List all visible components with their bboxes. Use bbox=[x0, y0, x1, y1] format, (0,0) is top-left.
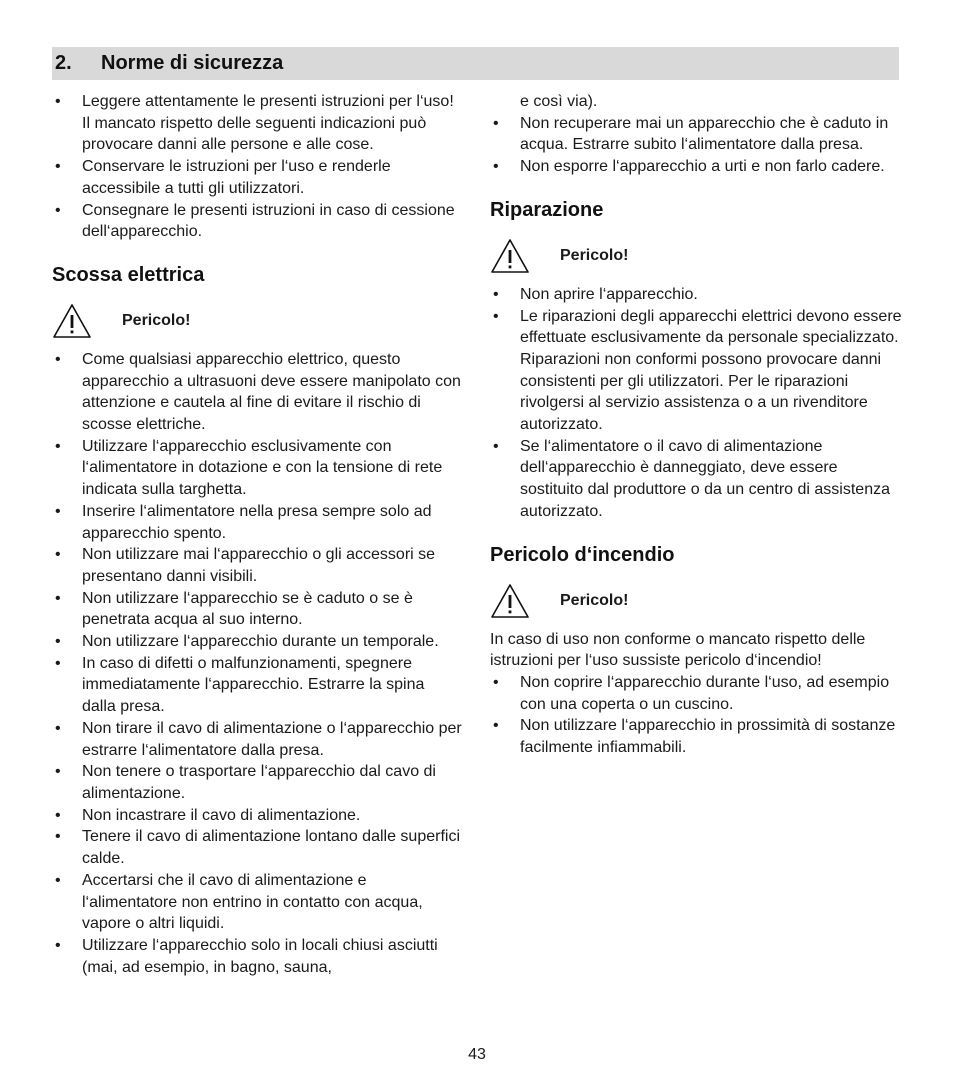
warning-label: Pericolo! bbox=[560, 591, 629, 609]
list-item: • Non utilizzare l‘apparecchio in prossimità di sostanze facilmente infiammabili. bbox=[490, 715, 905, 758]
shock-list bbox=[52, 349, 462, 978]
list-item: • Accertarsi che il cavo di alimentazione e l‘alimentatore non entrino in contatto con acqua, vapore o altri liquidi. bbox=[52, 870, 462, 935]
fire-intro: In caso di uso non conforme o mancato rispetto delle istruzioni per l‘uso sussiste pericolo d‘incendio! bbox=[490, 630, 866, 670]
list-item: • Non tirare il cavo di alimentazione o l‘apparecchio per estrarre l‘alimentatore dalla presa. bbox=[52, 718, 462, 761]
shock-warning bbox=[52, 301, 462, 341]
list-item: • Tenere il cavo di alimentazione lontano dalle superfici calde. bbox=[52, 826, 462, 869]
list-item: • Inserire l‘alimentatore nella presa sempre solo ad apparecchio spento. bbox=[52, 501, 462, 544]
list-item: • Non esporre l‘apparecchio a urti e non farlo cadere. bbox=[490, 156, 905, 178]
list-item: • Non incastrare il cavo di alimentazione. bbox=[52, 805, 462, 827]
list-item-continuation: e così via). bbox=[520, 93, 598, 110]
warning-triangle-icon bbox=[490, 238, 530, 274]
list-item: • Conservare le istruzioni per l‘uso e renderle accessibile a tutti gli utilizzatori. bbox=[52, 156, 462, 199]
continued-list bbox=[490, 91, 905, 178]
page-number: 43 bbox=[468, 1046, 486, 1063]
warning-label: Pericolo! bbox=[122, 312, 191, 330]
section-number: 2. bbox=[55, 52, 72, 74]
list-item: • Non recuperare mai un apparecchio che è caduto in acqua. Estrarre subito l‘alimentatore dalla presa. bbox=[490, 113, 905, 156]
list-item: • Consegnare le presenti istruzioni in caso di cessione dell‘apparecchio. bbox=[52, 200, 462, 243]
list-item: • Utilizzare l‘apparecchio esclusivamente con l‘alimentatore in dotazione e con la tensione di rete indicata sulla targhetta. bbox=[52, 436, 462, 501]
list-item: • Come qualsiasi apparecchio elettrico, questo apparecchio a ultrasuoni deve essere manipolato con attenzione e cautela al fine di evitare il rischio di scosse elettriche. bbox=[52, 349, 462, 436]
list-item: • Non tenere o trasportare l‘apparecchio dal cavo di alimentazione. bbox=[52, 761, 462, 804]
section-title: Norme di sicurezza bbox=[101, 52, 284, 74]
repair-warning bbox=[490, 236, 905, 276]
warning-triangle-icon bbox=[490, 583, 530, 619]
list-item: • Le riparazioni degli apparecchi elettrici devono essere effettuate esclusivamente da personale specializzato. Riparazioni non conformi possono provocare danni consistenti per gli utilizzatori. Per le riparazioni rivolgersi al servizio assistenza o a un rivenditore autorizzato. bbox=[490, 306, 905, 436]
list-item: • Non utilizzare l‘apparecchio durante un temporale. bbox=[52, 631, 462, 653]
fire-list bbox=[490, 672, 905, 759]
list-item: • Utilizzare l‘apparecchio solo in locali chiusi asciutti (mai, ad esempio, in bagno, sauna, bbox=[52, 935, 462, 978]
intro-list bbox=[52, 91, 462, 243]
list-item: • Non utilizzare l‘apparecchio se è caduto o se è penetrata acqua al suo interno. bbox=[52, 588, 462, 631]
left-column bbox=[52, 91, 462, 978]
list-item: • Non coprire l‘apparecchio durante l‘uso, ad esempio con una coperta o un cuscino. bbox=[490, 672, 905, 715]
fire-heading: Pericolo d‘incendio bbox=[490, 543, 675, 566]
section-header bbox=[52, 47, 899, 80]
list-item: • In caso di difetti o malfunzionamenti, spegnere immediatamente l‘apparecchio. Estrarre la spina dalla presa. bbox=[52, 653, 462, 718]
right-column bbox=[490, 91, 905, 759]
list-item: • Se l‘alimentatore o il cavo di alimentazione dell‘apparecchio è danneggiato, deve essere sostituito dal produttore o da un centro di assistenza autorizzato. bbox=[490, 436, 905, 523]
list-item: • Leggere attentamente le presenti istruzioni per l‘uso! Il mancato rispetto delle seguenti indicazioni può provocare danni alle persone e alle cose. bbox=[52, 91, 462, 156]
list-item: • Non utilizzare mai l‘apparecchio o gli accessori se presentano danni visibili. bbox=[52, 544, 462, 587]
warning-triangle-icon bbox=[52, 303, 92, 339]
fire-warning bbox=[490, 581, 905, 621]
list-item: • Non aprire l‘apparecchio. bbox=[490, 284, 905, 306]
shock-heading: Scossa elettrica bbox=[52, 263, 205, 286]
repair-list bbox=[490, 284, 905, 523]
warning-label: Pericolo! bbox=[560, 246, 629, 264]
repair-heading: Riparazione bbox=[490, 198, 604, 221]
